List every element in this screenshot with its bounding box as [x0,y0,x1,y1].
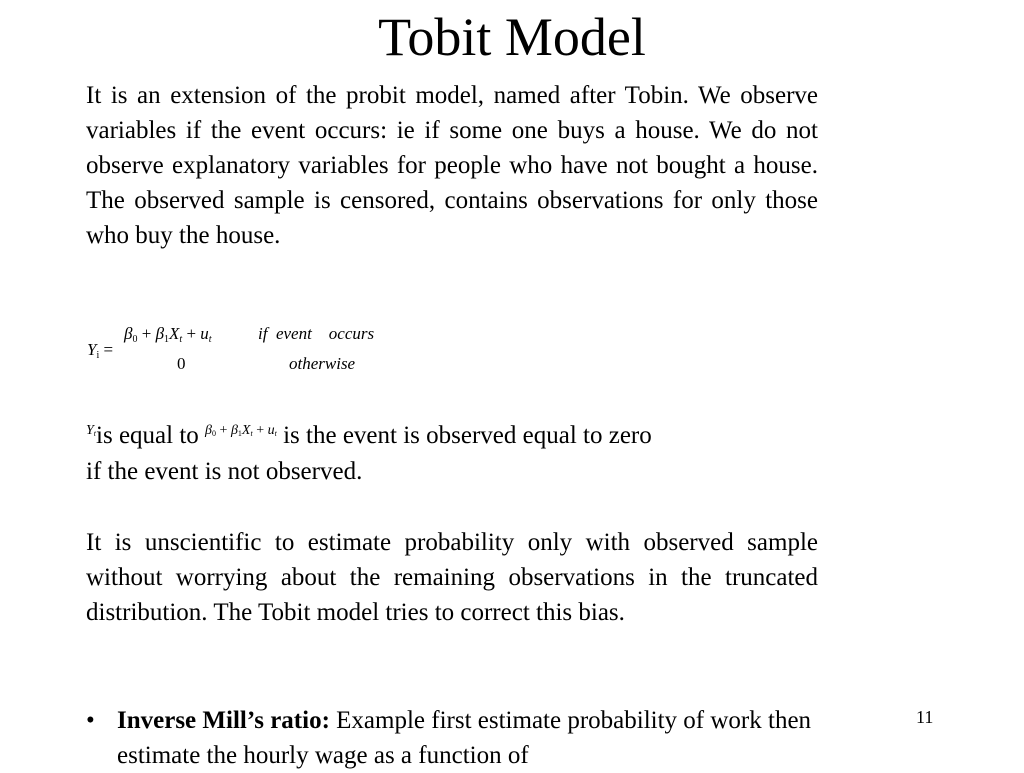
intro-paragraph: It is an extension of the probit model, named after Tobin. We observe variables if the event occurs: ie if some one buys a house. We do not observe explanatory variables for people who have not bought a house. The observed sample is censored, contains observations for only those who buy the house. [86,82,818,249]
inline-x-subscript: t [250,429,253,438]
bullet-text [117,703,817,773]
slide-number: 11 [916,707,934,727]
inline-y-letter: Y [86,423,94,438]
beta0-subscript: 0 [132,334,138,345]
inline-beta0-subscript: 0 [212,429,217,438]
equation-equals: = [103,340,114,359]
bullet-body: Example first estimate probability of work then estimate the hourly wage as a function of [117,707,812,769]
inline-plus-2: + [256,423,265,438]
equation-row1-condition: if event occurs [258,324,375,343]
bullet-label: Inverse Mill’s ratio: [117,707,330,734]
inline-beta1-subscript: 1 [237,429,242,438]
inline-plus-1: + [219,423,228,438]
u-subscript: t [208,334,212,345]
inline-y-symbol [86,423,96,438]
inline-beta1: β [230,423,238,438]
equation-row2-value: 0 [177,354,186,373]
plus-sign: + [141,324,152,343]
equation-lhs-symbol: Y [87,340,97,359]
u-symbol: u [200,324,209,343]
explanation-line-2: if the event is not observed. [86,458,363,485]
bullet-dot-icon: • [86,707,95,734]
inline-y-subscript: t [93,429,97,438]
x-symbol: X [169,324,180,343]
inline-u-subscript: t [274,429,277,438]
plus-sign: + [186,324,197,343]
explanation-text-b: is the event is observed equal to zero [283,422,652,449]
beta1-symbol: β [155,324,165,343]
equation-row1-expression [124,324,212,345]
explanation-text-a: is equal to [96,422,199,449]
bias-paragraph: It is unscientific to estimate probability only with observed sample without worrying about the remaining observations in the truncated distribution. The Tobit model tries to correct this bias. [86,529,818,626]
equation-lhs [87,340,113,361]
equation-lhs-subscript: i [96,350,100,361]
slide-title: Tobit Model [378,7,646,67]
x-subscript: t [179,334,183,345]
inline-x: X [241,423,251,438]
inline-beta0: β [205,423,213,438]
beta1-subscript: 1 [164,334,170,345]
inline-expression [205,423,277,438]
inline-u: u [267,423,275,438]
equation-row2-condition: otherwise [289,354,356,373]
beta0-symbol: β [124,324,133,343]
